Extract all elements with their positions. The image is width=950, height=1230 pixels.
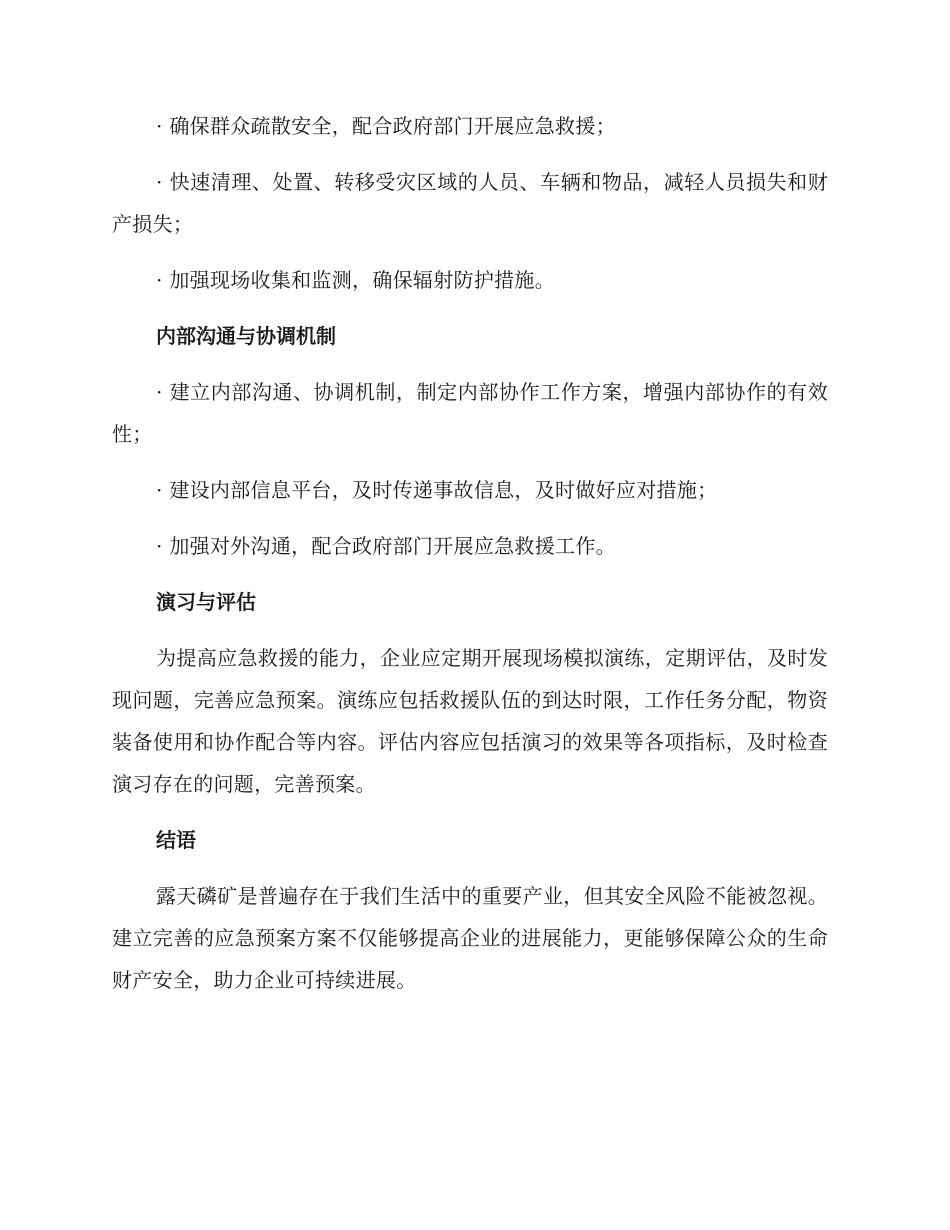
paragraph-conclusion: 露天磷矿是普遍存在于我们生活中的重要产业，但其安全风险不能被忽视。建立完善的应急预案方案不仅能够提高企业的进展能力，更能够保障公众的生命财产安全，助力企业可持续进展。	[112, 884, 828, 992]
heading-internal-communication: 内部沟通与协调机制	[156, 324, 336, 348]
bullet-external-communication: · 加强对外沟通，配合政府部门开展应急救援工作。	[156, 534, 616, 558]
bullet-coordination-mechanism: · 建立内部沟通、协调机制，制定内部协作工作方案，增强内部协作的有效性；	[112, 380, 828, 446]
heading-drills-evaluation: 演习与评估	[156, 590, 256, 614]
bullet-info-platform: · 建设内部信息平台，及时传递事故信息，及时做好应对措施；	[156, 478, 718, 502]
bullet-clearing: · 快速清理、处置、转移受灾区域的人员、车辆和物品，减轻人员损失和财产损失；	[112, 170, 828, 236]
heading-conclusion: 结语	[156, 828, 196, 852]
bullet-monitoring: · 加强现场收集和监测，确保辐射防护措施。	[156, 268, 556, 292]
bullet-evacuation: · 确保群众疏散安全，配合政府部门开展应急救援；	[156, 114, 616, 138]
document-page	[112, 105, 828, 1015]
paragraph-drills-evaluation: 为提高应急救援的能力，企业应定期开展现场模拟演练，定期评估，及时发现问题，完善应急预案。演练应包括救援队伍的到达时限，工作任务分配，物资装备使用和协作配合等内容。评估内容应包括演习的效果等各项指标，及时检查演习存在的问题，完善预案。	[112, 646, 828, 796]
